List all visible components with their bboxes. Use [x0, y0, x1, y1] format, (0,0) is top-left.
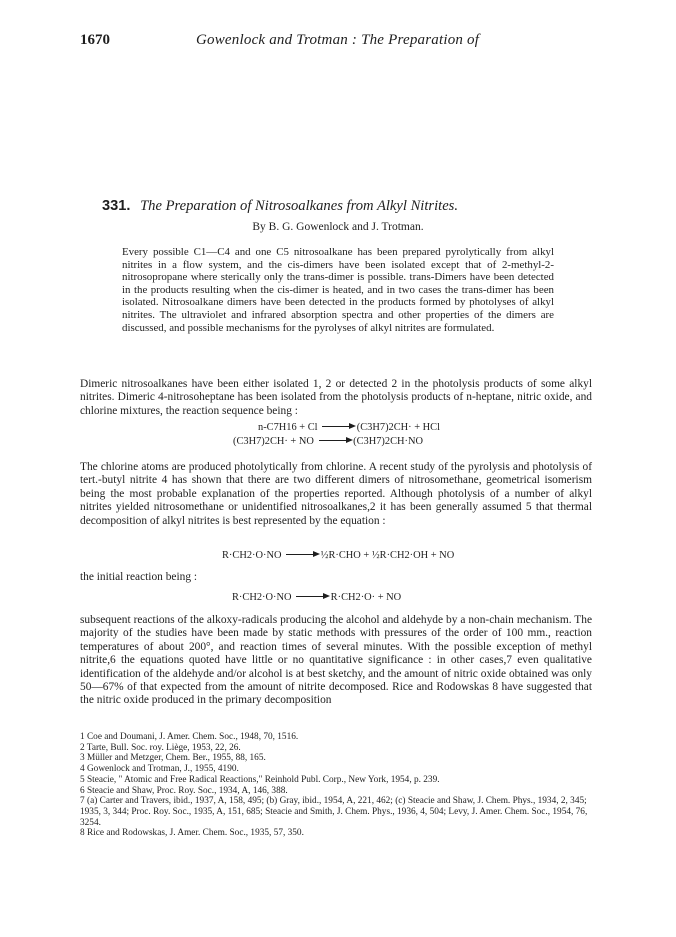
equation-2-lhs: (C3H7)2CH· + NO	[233, 436, 314, 447]
equation-1	[258, 422, 440, 433]
footnote: 2 Tarte, Bull. Soc. roy. Liège, 1953, 22, 26.	[80, 742, 241, 753]
arrow-icon	[296, 596, 326, 597]
equation-4	[232, 592, 401, 603]
page-number: 1670	[80, 32, 110, 48]
paragraph-3: the initial reaction being :	[80, 571, 198, 583]
footnote: 5 Steacie, " Atomic and Free Radical Reactions," Reinhold Publ. Corp., New York, 1954, p. 239.	[80, 774, 440, 785]
footnote: 6 Steacie and Shaw, Proc. Roy. Soc., 1934, A, 146, 388.	[80, 785, 288, 796]
equation-1-lhs: n-C7H16 + Cl	[258, 422, 318, 433]
footnotes	[80, 732, 600, 839]
equation-2-rhs: (C3H7)2CH·NO	[353, 436, 423, 447]
running-head: Gowenlock and Trotman : The Preparation of	[196, 32, 480, 48]
abstract: Every possible C1—C4 and one C5 nitrosoalkane has been prepared pyrolytically from alkyl nitrites in a flow system, and the cis-dimers have been isolated except that of 2-methyl-2-nitrosopropane where sterically only the trans-dimer is possible. trans-Dimers have been detected in the products resulting when the cis-dimer is heated, and in two cases the trans-dimer has been isolated. Nitrosoalkane dimers have been detected in the products formed by photolyses of alkyl nitrites. The ultraviolet and infrared absorption spectra and other properties of the dimers are discussed, and possible mechanisms for the pyrolyses of alkyl nitrites are formulated.	[122, 246, 554, 334]
equation-3	[222, 550, 454, 561]
equation-4-rhs: R·CH2·O· + NO	[330, 592, 402, 603]
article-authors: By B. G. Gowenlock and J. Trotman.	[252, 221, 424, 233]
arrow-icon	[319, 440, 349, 441]
article-number: 331.	[102, 198, 131, 214]
article-title-text: The Preparation of Nitrosoalkanes from Alkyl Nitrites.	[140, 198, 459, 214]
equation-2	[233, 436, 423, 447]
equation-4-lhs: R·CH2·O·NO	[232, 592, 292, 603]
footnote: 4 Gowenlock and Trotman, J., 1955, 4190.	[80, 764, 239, 775]
footnote: 7 (a) Carter and Travers, ibid., 1937, A, 158, 495; (b) Gray, ibid., 1954, A, 221, 462; (c) Steacie and Shaw, J. Chem. Phys., 1934, 2, 345; 1935, 3, 344; Proc. Roy. Soc., 1935, A, 151, 685; Steacie and Smith, J. Chem. Phys., 1936, 4, 504; Levy, J. Amer. Chem. Soc., 1954, 76, 3254.	[80, 796, 588, 828]
article-title	[102, 198, 602, 215]
footnote: 8 Rice and Rodowskas, J. Amer. Chem. Soc., 1935, 57, 350.	[80, 828, 304, 839]
equation-1-rhs: (C3H7)2CH· + HCl	[356, 422, 440, 433]
equation-3-rhs: ½R·CHO + ½R·CH2·OH + NO	[320, 550, 455, 561]
footnote: 3 Müller and Metzger, Chem. Ber., 1955, 88, 165.	[80, 753, 266, 764]
footnote: 1 Coe and Doumani, J. Amer. Chem. Soc., 1948, 70, 1516.	[80, 732, 299, 742]
equation-3-lhs: R·CH2·O·NO	[222, 550, 282, 561]
arrow-icon	[322, 426, 352, 427]
arrow-icon	[286, 554, 316, 555]
paragraph-1: Dimeric nitrosoalkanes have been either isolated 1, 2 or detected 2 in the photolysis products of some alkyl nitrites. Dimeric 4-nitrosoheptane has been isolated from the photolysis products of n-heptane, nitric oxide, and chlorine mixtures, the reaction sequence being :	[80, 378, 592, 417]
paragraph-4: subsequent reactions of the alkoxy-radicals producing the alcohol and aldehyde by a non-chain mechanism. The majority of the studies have been made by static methods with pressures of the order of 100 mm., reaction temperatures of about 200°, and reaction times of several minutes. With the possible exception of methyl nitrite,6 the equations quoted have little or no quantitative significance : in other cases,7 even qualitative identification of the aldehyde and/or alcohol is at best sketchy, and the amount of nitric oxide obtained was only 50—67% of that expected from the amount of nitrite decomposed. Rice and Rodowskas 8 have suggested that the nitric oxide produced in the primary decomposition	[80, 614, 592, 707]
paragraph-2: The chlorine atoms are produced photolytically from chlorine. A recent study of the pyrolysis and photolysis of tert.-butyl nitrite 4 has shown that there are two different dimers of nitrosomethane, geometrical isomerism being the most probable explanation of the properties reported. Although photolysis of a number of alkyl nitrites yielded nitrosomethane or unidentified nitrosoalkanes,2 it has been generally assumed 5 that thermal decomposition of alkyl nitrites is best represented by the equation :	[80, 461, 592, 527]
